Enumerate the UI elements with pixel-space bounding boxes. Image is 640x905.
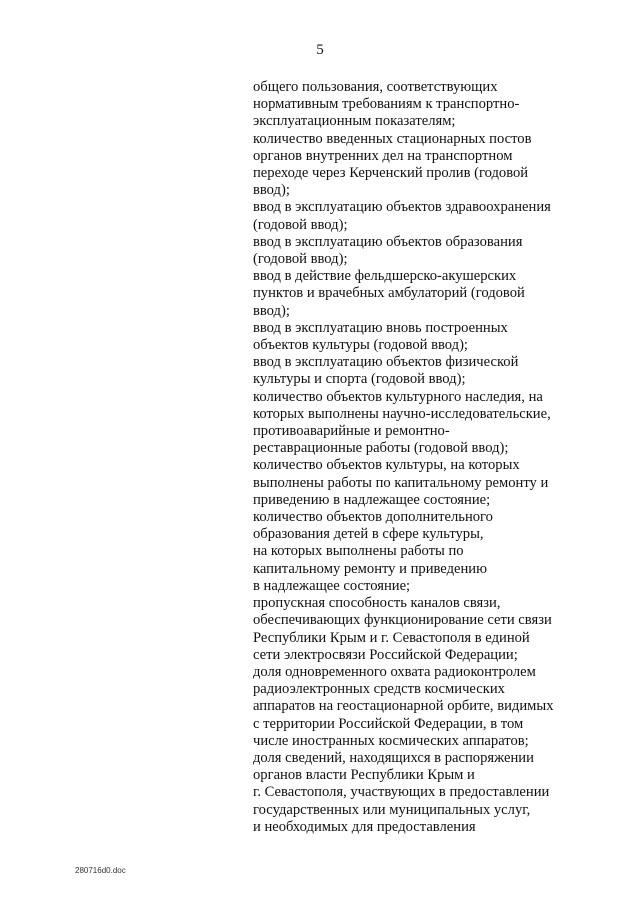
text-line: доля сведений, находящихся в распоряжении [253, 749, 534, 766]
text-line: ввод в эксплуатацию объектов образования [253, 233, 523, 250]
text-line: объектов культуры (годовой ввод); [253, 337, 468, 354]
text-line: ввод в эксплуатацию объектов здравоохранения [253, 199, 551, 216]
text-line: выполнены работы по капитальному ремонту и [253, 474, 549, 491]
text-line: ввод в эксплуатацию вновь построенных [253, 319, 508, 336]
text-line: количество введенных стационарных постов [253, 130, 532, 147]
text-line: противоаварийные и ремонтно- [253, 423, 450, 440]
text-line: (годовой ввод); [253, 216, 348, 233]
text-line: г. Севастополя, участвующих в предоставлении [253, 784, 550, 801]
text-line: ввод в действие фельдшерско-акушерских [253, 268, 517, 285]
text-line: переходе через Керченский пролив (годовой [253, 165, 529, 182]
text-line: доля одновременного охвата радиоконтролем [253, 663, 536, 680]
text-line: образования детей в сфере культуры, [253, 526, 484, 543]
text-line: общего пользования, соответствующих [253, 79, 498, 95]
text-line: приведению в надлежащее состояние; [253, 491, 491, 508]
text-line: ввод в эксплуатацию объектов физической [253, 354, 519, 371]
text-line: нормативным требованиям к транспортно- [253, 96, 520, 113]
text-line: на которых выполнены работы по [253, 543, 464, 560]
text-line: культуры и спорта (годовой ввод); [253, 371, 466, 388]
text-line: количество объектов дополнительного [253, 509, 493, 526]
text-line: с территории Российской Федерации, в том [253, 715, 524, 732]
text-line: аппаратов на геостационарной орбите, видимых [253, 698, 554, 715]
text-line: радиоэлектронных средств космических [253, 681, 505, 698]
footer-filename: 280716d0.doc [75, 866, 126, 875]
text-line: органов власти Республики Крым и [253, 767, 475, 784]
body-text [253, 79, 583, 836]
text-line: которых выполнены научно-исследовательские, [253, 405, 551, 422]
text-line: и необходимых для предоставления [253, 818, 476, 835]
text-line: сети электросвязи Российской Федерации; [253, 646, 518, 663]
text-line: обеспечивающих функционирование сети связи [253, 612, 552, 629]
text-line: пропускная способность каналов связи, [253, 595, 501, 612]
text-line: пунктов и врачебных амбулаторий (годовой [253, 285, 525, 302]
text-line: государственных или муниципальных услуг, [253, 801, 531, 818]
text-line: эксплуатационным показателям; [253, 113, 456, 130]
text-line: ввод); [253, 182, 290, 199]
text-line: реставрационные работы (годовой ввод); [253, 440, 509, 457]
text-line: в надлежащее состояние; [253, 577, 411, 594]
page-number: 5 [316, 42, 324, 58]
text-line: Республики Крым и г. Севастополя в единой [253, 629, 530, 646]
text-line: ввод); [253, 302, 290, 319]
text-line: органов внутренних дел на транспортном [253, 147, 513, 164]
text-line: количество объектов культуры, на которых [253, 457, 520, 474]
text-line: (годовой ввод); [253, 251, 348, 268]
text-line: капитальному ремонту и приведению [253, 560, 488, 577]
text-line: числе иностранных космических аппаратов; [253, 732, 529, 749]
text-line: количество объектов культурного наследия, на [253, 388, 543, 405]
